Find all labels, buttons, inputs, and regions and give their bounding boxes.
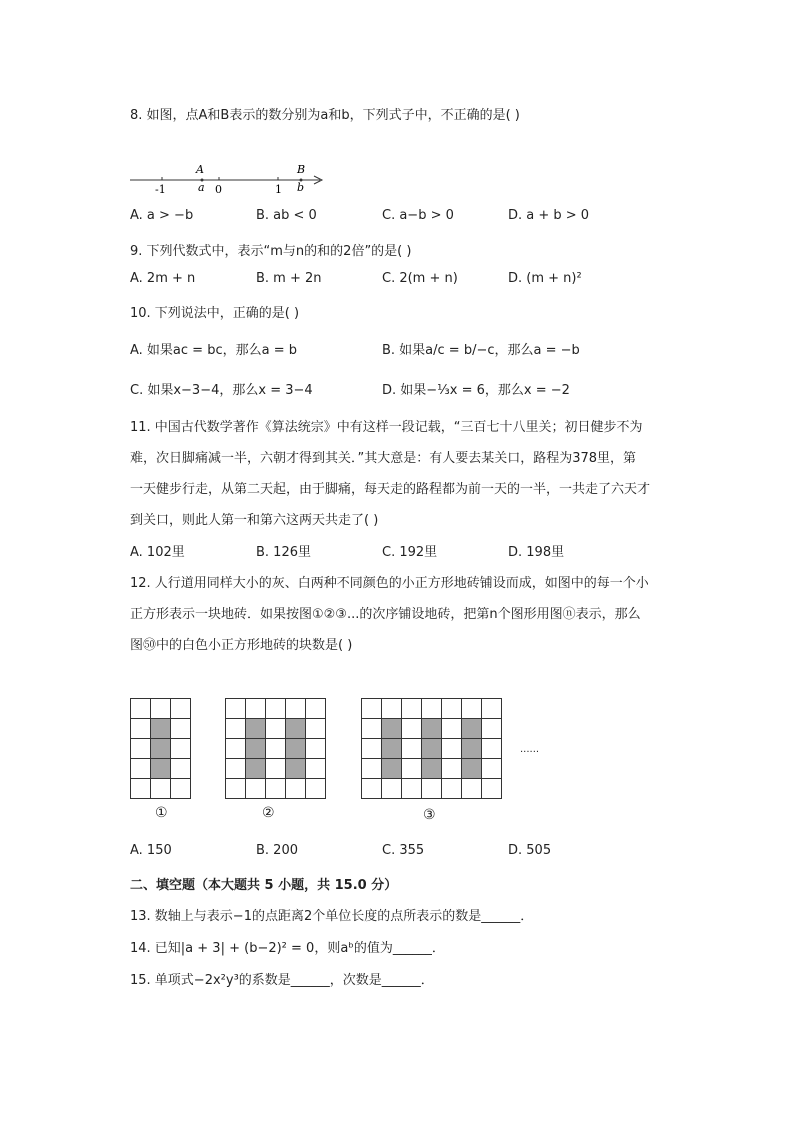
q13-stem: 13. 数轴上与表示−1的点距离2个单位长度的点所表示的数是______． <box>130 909 534 924</box>
q11-option-b[interactable]: B. 126里 <box>256 545 311 560</box>
q9-stem: 9. 下列代数式中，表示“m与n的和的2倍”的是( ) <box>130 244 412 259</box>
q10-option-b[interactable]: B. 如果a/c = b/−c，那么a = −b <box>382 343 580 358</box>
q10-option-a[interactable]: A. 如果ac = bc，那么a = b <box>130 343 297 358</box>
q8-option-c[interactable]: C. a−b > 0 <box>382 208 454 223</box>
q12-line-2: 正方形表示一块地砖．如果按图①②③...的次序铺设地砖，把第n个图形用图ⓝ表示，那么 <box>130 607 641 622</box>
figure-1-label: ① <box>155 805 168 821</box>
figure-ellipsis: ...... <box>520 744 540 755</box>
figure-3-label: ③ <box>423 807 436 823</box>
q11-line-2: 难，次日脚痛减一半，六朝才得到其关．”其大意是：有人要去某关口，路程为378里，第 <box>130 451 637 466</box>
q11-option-c[interactable]: C. 192里 <box>382 545 438 560</box>
q11-line-3: 一天健步行走，从第二天起，由于脚痛，每天走的路程都为前一天的一半，一共走了六天才 <box>130 482 651 497</box>
numberline-tick-minus1: -1 <box>155 183 166 196</box>
section-2-title: 二、填空题（本大题共 5 小题，共 15.0 分） <box>130 878 398 893</box>
numberline-tick-0: 0 <box>215 183 222 196</box>
q12-option-c[interactable]: C. 355 <box>382 843 425 858</box>
q10-option-c[interactable]: C. 如果x−3−4，那么x = 3−4 <box>130 383 313 398</box>
q8-option-a[interactable]: A. a > −b <box>130 208 194 223</box>
q10-option-d[interactable]: D. 如果−⅓x = 6，那么x = −2 <box>382 383 570 398</box>
q8-option-d[interactable]: D. a + b > 0 <box>508 208 590 223</box>
q9-option-d[interactable]: D. (m + n)² <box>508 271 582 286</box>
q12-option-b[interactable]: B. 200 <box>256 843 298 858</box>
q12-option-d[interactable]: D. 505 <box>508 843 552 858</box>
numberline-label-B: B <box>297 163 306 176</box>
tile-figure-2 <box>225 698 327 800</box>
figure-2-label: ② <box>262 805 275 821</box>
numberline-label-a: a <box>198 181 205 194</box>
numberline-label-A: A <box>196 163 204 176</box>
q15-stem: 15. 单项式−2x²y³的系数是______，次数是______． <box>130 973 434 988</box>
tile-figure-1 <box>130 698 192 800</box>
q11-option-d[interactable]: D. 198里 <box>508 545 565 560</box>
q8-stem: 8. 如图，点A和B表示的数分别为a和b，下列式子中，不正确的是( ) <box>130 108 520 123</box>
q10-stem: 10. 下列说法中，正确的是( ) <box>130 306 300 321</box>
q9-option-a[interactable]: A. 2m + n <box>130 271 196 286</box>
q11-line-4: 到关口，则此人第一和第六这两天共走了( ) <box>130 513 379 528</box>
q9-option-b[interactable]: B. m + 2n <box>256 271 322 286</box>
q12-line-1: 12. 人行道用同样大小的灰、白两种不同颜色的小正方形地砖铺设而成，如图中的每一个小 <box>130 576 649 591</box>
q11-line-1: 11. 中国古代数学著作《算法统宗》中有这样一段记载，“三百七十八里关；初日健步不为 <box>130 420 643 435</box>
q12-option-a[interactable]: A. 150 <box>130 843 172 858</box>
numberline-label-b: b <box>297 181 305 194</box>
q8-number-line <box>126 160 330 198</box>
q9-option-c[interactable]: C. 2(m + n) <box>382 271 458 286</box>
numberline-tick-1: 1 <box>275 183 282 196</box>
tile-figure-3 <box>361 698 503 800</box>
q14-stem: 14. 已知|a + 3| + (b−2)² = 0，则aᵇ的值为______． <box>130 941 445 956</box>
q12-line-3: 图㊿中的白色小正方形地砖的块数是( ) <box>130 638 353 653</box>
q8-option-b[interactable]: B. ab < 0 <box>256 208 317 223</box>
q11-option-a[interactable]: A. 102里 <box>130 545 185 560</box>
